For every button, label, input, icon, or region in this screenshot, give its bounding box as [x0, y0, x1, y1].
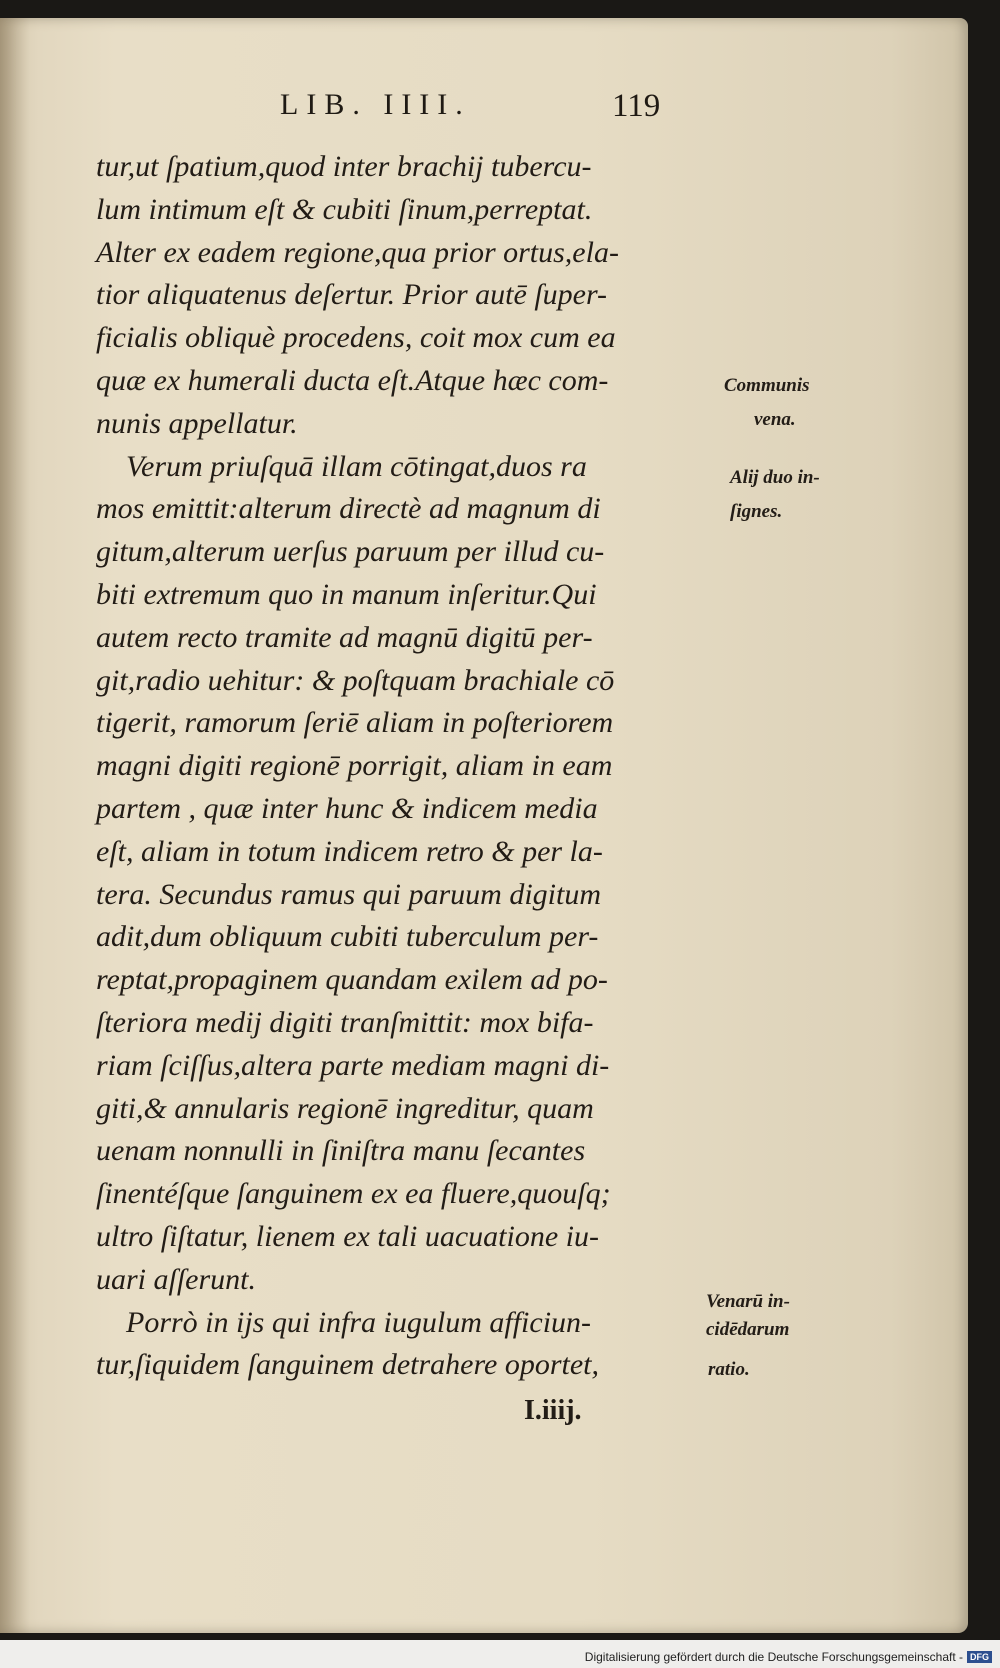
- signature-mark: I.iiij.: [524, 1395, 582, 1426]
- dfg-logo: DFG: [967, 1651, 992, 1663]
- page-gutter-shadow: [0, 18, 30, 1633]
- text-line: gitum,alterum uerſus paruum per illud cu-: [96, 535, 605, 569]
- text-line: partem , quæ inter hunc & indicem media: [96, 791, 598, 825]
- text-line: eſt, aliam in totum indicem retro & per la-: [96, 834, 603, 868]
- running-head: LIB. IIII.: [280, 88, 471, 121]
- text-line: magni digiti regionē porrigit, aliam in eam: [96, 749, 613, 783]
- margin-note: Communis: [724, 375, 810, 396]
- text-line: ficialis obliquè procedens, coit mox cum ea: [96, 321, 616, 355]
- text-line: lum intimum eſt & cubiti ſinum,perreptat.: [96, 192, 593, 226]
- text-line: uari aſſerunt.: [96, 1262, 257, 1296]
- text-line: git,radio uehitur: & poſtquam brachiale cō: [96, 663, 615, 697]
- text-line: ſteriora medij digiti tranſmittit: mox bifa-: [96, 1005, 594, 1039]
- text-line: autem recto tramite ad magnū digitū per-: [96, 620, 593, 654]
- text-line: reptat,propaginem quandam exilem ad po-: [96, 963, 608, 997]
- credit-text: Digitalisierung gefördert durch die Deutsche Forschungsgemeinschaft -: [584, 1650, 963, 1664]
- text-line: tera. Secundus ramus qui paruum digitum: [96, 877, 601, 911]
- margin-note: vena.: [754, 409, 796, 430]
- text-line: tur,ut ſpatium,quod inter brachij tubercu-: [96, 150, 592, 183]
- text-line: giti,& annularis regionē ingreditur, quam: [96, 1091, 594, 1125]
- text-line: tior aliquatenus deſertur. Prior autē ſuper-: [96, 278, 608, 312]
- margin-note: Alij duo in-: [730, 467, 820, 488]
- page-number: 119: [612, 88, 661, 124]
- text-line: nunis appellatur.: [96, 406, 298, 440]
- text-line: Alter ex eadem regione,qua prior ortus,ela-: [96, 235, 619, 269]
- text-line: tigerit, ramorum ſeriē aliam in poſteriorem: [96, 706, 614, 740]
- text-line: ſinentéſque ſanguinem ex ea fluere,quouſq;: [96, 1177, 611, 1211]
- text-line: mos emittit:alterum directè ad magnum di: [96, 492, 601, 526]
- text-line: ultro ſiſtatur, lienem ex tali uacuatione iu-: [96, 1219, 599, 1253]
- text-line: Porrò in ijs qui infra iugulum afficiun-: [126, 1305, 592, 1339]
- margin-note: cidēdarum: [706, 1319, 790, 1340]
- text-line: adit,dum obliquum cubiti tuberculum per-: [96, 920, 599, 954]
- text-line: riam ſciſſus,altera parte mediam magni di-: [96, 1048, 610, 1082]
- digitization-credit: [585, 1650, 992, 1664]
- text-line: tur,ſiquidem ſanguinem detrahere oportet,: [96, 1348, 599, 1382]
- margin-note: ſignes.: [730, 501, 783, 522]
- margin-note: ratio.: [708, 1359, 750, 1380]
- text-line: quæ ex humerali ducta eſt.Atque hæc com-: [96, 363, 609, 397]
- text-line: biti extremum quo in manum inſeritur.Qui: [96, 577, 597, 611]
- text-line: uenam nonnulli in ſiniſtra manu ſecantes: [96, 1134, 586, 1168]
- text-line: Verum priuſquā illam cōtingat,duos ra: [126, 449, 587, 483]
- body-text: [96, 146, 726, 1387]
- margin-note: Venarū in-: [706, 1291, 790, 1312]
